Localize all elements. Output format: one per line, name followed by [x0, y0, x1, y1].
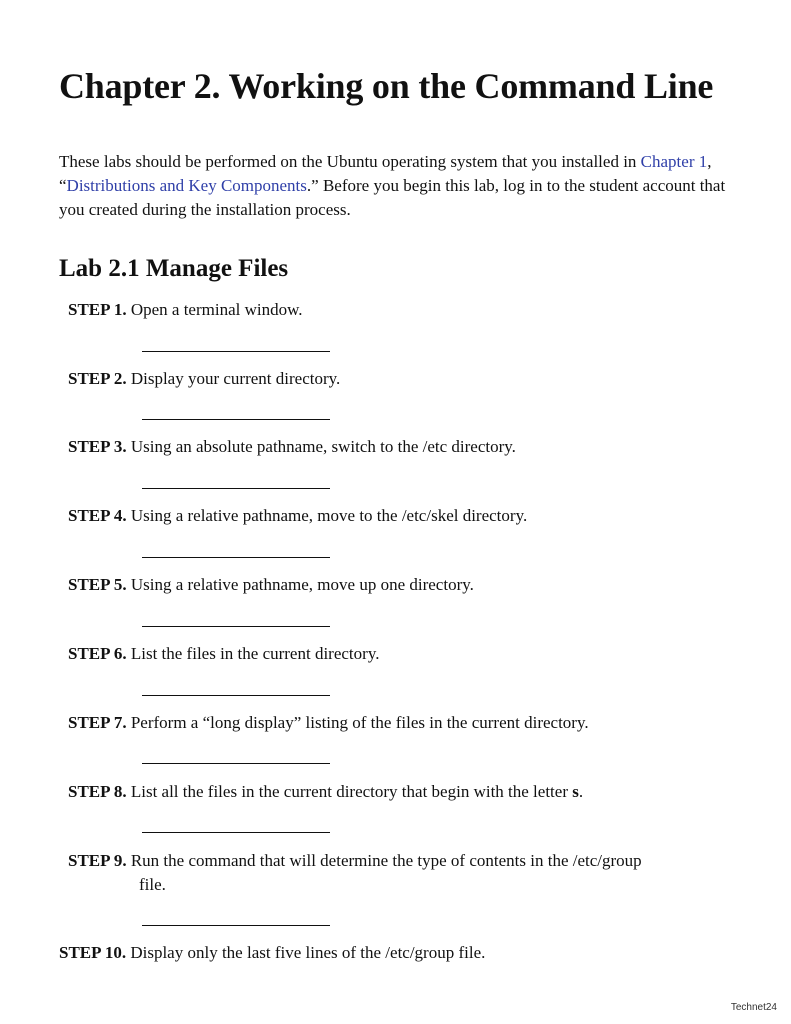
- step-4: [68, 504, 527, 528]
- step-label: STEP 2.: [68, 369, 127, 388]
- step-label: STEP 3.: [68, 437, 127, 456]
- step-label: STEP 6.: [68, 644, 127, 663]
- step-text: Perform a “long display” listing of the files in the current directory.: [130, 713, 589, 732]
- answer-line: [142, 419, 330, 420]
- step-text: Run the command that will determine the type of contents in the /etc/group: [130, 851, 642, 870]
- intro-text-3: .” Before you begin this lab, log in to the student account that you created during the installation process.: [59, 176, 726, 219]
- step-text: Display your current directory.: [130, 369, 341, 388]
- step-label: STEP 7.: [68, 713, 127, 732]
- intro-paragraph: [59, 150, 749, 222]
- step-text: Using a relative pathname, move to the /etc/skel directory.: [130, 506, 528, 525]
- distributions-link[interactable]: Distributions and Key Components: [66, 176, 307, 195]
- footer-watermark: Technet24: [730, 1002, 777, 1013]
- answer-line: [142, 351, 330, 352]
- answer-line: [142, 763, 330, 764]
- step-7: [68, 711, 589, 735]
- step-5: [68, 573, 474, 597]
- answer-line: [142, 925, 330, 926]
- step-10: [59, 941, 485, 965]
- step-label: STEP 8.: [68, 782, 127, 801]
- step-text: Open a terminal window.: [130, 300, 303, 319]
- intro-text-2: , “: [59, 152, 712, 195]
- lab-heading: Lab 2.1 Manage Files: [59, 255, 289, 282]
- chapter-1-link[interactable]: Chapter 1: [640, 152, 708, 171]
- step-label: STEP 9.: [68, 851, 127, 870]
- step-suffix: .: [578, 782, 584, 801]
- step-text-continuation: file.: [139, 875, 166, 894]
- intro-text-1: These labs should be performed on the Ubuntu operating system that you installed in: [59, 152, 641, 171]
- step-label: STEP 1.: [68, 300, 127, 319]
- step-text: Display only the last five lines of the /etc/group file.: [130, 943, 486, 962]
- answer-line: [142, 557, 330, 558]
- step-3: [68, 435, 516, 459]
- answer-line: [142, 626, 330, 627]
- step-label: STEP 5.: [68, 575, 127, 594]
- step-label: STEP 10.: [59, 943, 127, 962]
- answer-line: [142, 488, 330, 489]
- step-text: List the files in the current directory.: [130, 644, 380, 663]
- step-1: [68, 298, 303, 322]
- step-2: [68, 367, 340, 391]
- step-6: [68, 642, 379, 666]
- step-bold-letter: s: [572, 782, 579, 801]
- answer-line: [142, 832, 330, 833]
- step-9: [68, 849, 642, 897]
- step-8: [68, 780, 583, 804]
- step-text: Using an absolute pathname, switch to the /etc directory.: [130, 437, 516, 456]
- answer-line: [142, 695, 330, 696]
- chapter-title: Chapter 2. Working on the Command Line: [59, 66, 714, 106]
- step-label: STEP 4.: [68, 506, 127, 525]
- step-text: List all the files in the current directory that begin with the letter: [130, 782, 573, 801]
- step-text: Using a relative pathname, move up one directory.: [130, 575, 474, 594]
